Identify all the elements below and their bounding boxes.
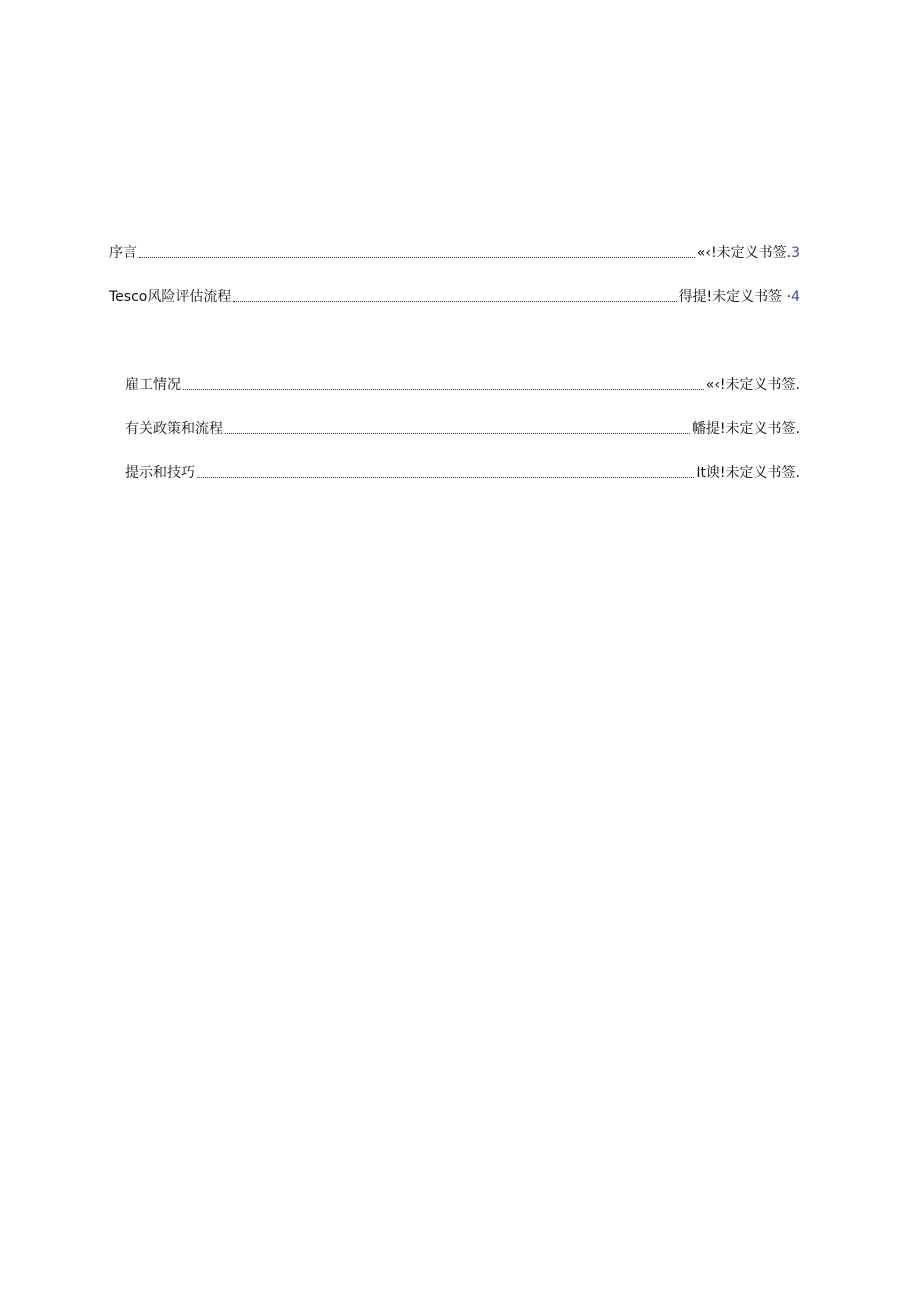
toc-entry-label: 序言 — [109, 245, 137, 261]
toc-subentry-policies[interactable] — [109, 416, 800, 438]
dot-leader — [183, 389, 704, 390]
toc-entry-ref: 幡提!未定义书签. — [691, 421, 800, 437]
table-of-contents — [109, 240, 800, 504]
toc-entry-risk-assessment[interactable] — [109, 284, 800, 306]
dot-leader — [225, 433, 690, 434]
section-gap — [109, 328, 800, 372]
toc-entry-page-number: 4 — [791, 289, 800, 305]
toc-entry-ref: «‹!未定义书签. — [696, 245, 792, 261]
toc-entry-label: 雇工情况 — [125, 377, 181, 393]
toc-entry-label: Tesco风险评估流程 — [109, 289, 232, 305]
dot-leader — [233, 301, 676, 302]
toc-entry-preface[interactable] — [109, 240, 800, 262]
dot-leader — [139, 257, 695, 258]
toc-entry-ref: It谀!未定义书签. — [696, 465, 800, 481]
toc-subentry-employment[interactable] — [109, 372, 800, 394]
toc-entry-label: 提示和技巧 — [125, 465, 195, 481]
toc-entry-page-number: 3 — [791, 245, 800, 261]
toc-entry-label: 有关政策和流程 — [125, 421, 223, 437]
toc-entry-ref: 得提!未定义书签 · — [678, 289, 792, 305]
toc-entry-ref: «‹!未定义书签. — [705, 377, 800, 393]
dot-leader — [197, 477, 694, 478]
toc-subentry-tips[interactable] — [109, 460, 800, 482]
